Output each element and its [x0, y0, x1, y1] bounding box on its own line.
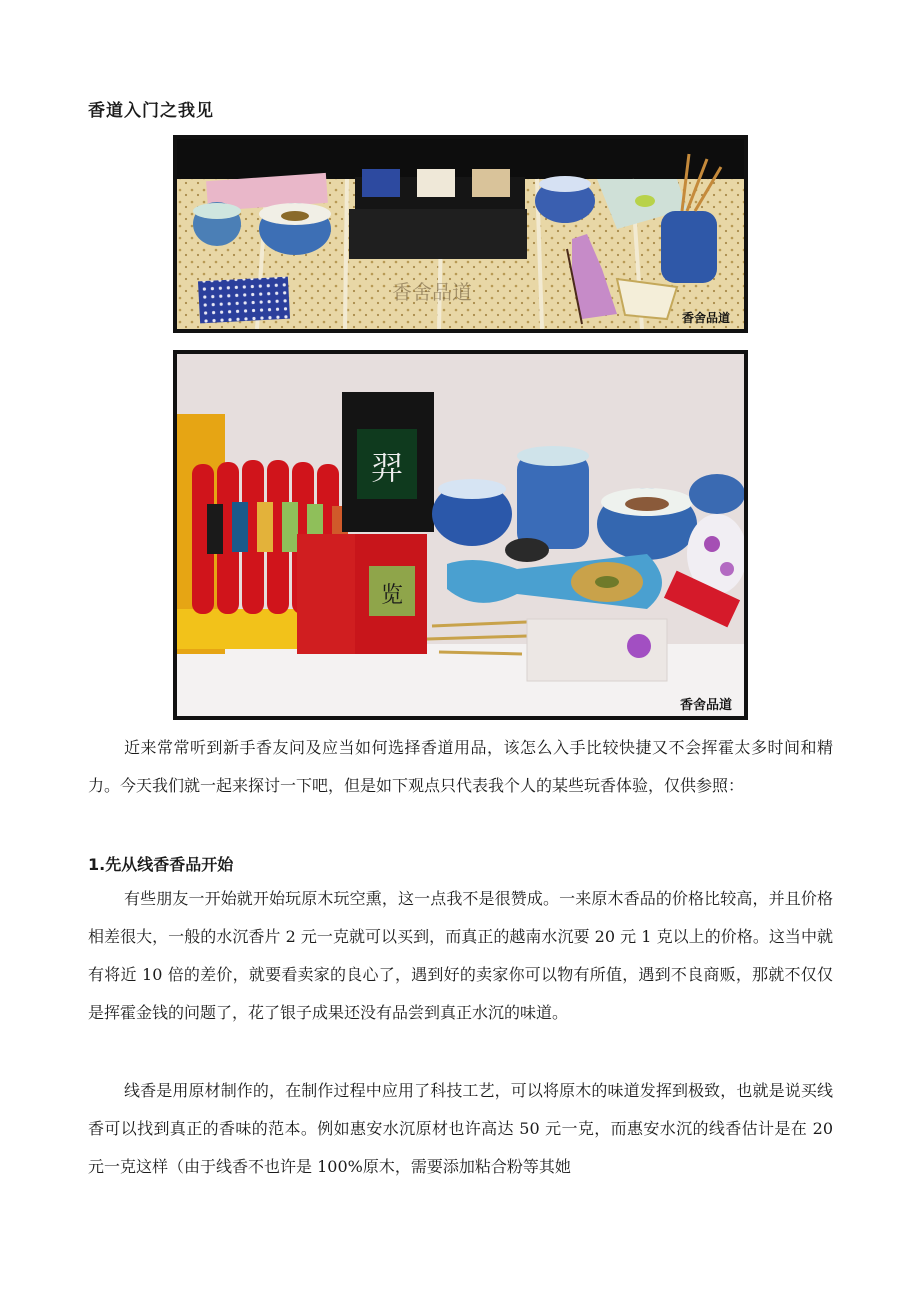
section-paragraph-1: 有些朋友一开始就开始玩原木玩空熏，这一点我不是很赞成。一来原木香品的价格比较高，并且价格相差很大，一般的水沉香片 2 元一克就可以买到，而真正的越南水沉要 20 元 1 克以上的价格。这当中就有将近 10 倍的差价，就要看卖家的良心了，遇到好的卖家你可以物有所值，遇到不良商贩，那就不仅仅是挥霍金钱的问题了，花了银子成果还没有品尝到真正水沉的味道。	[88, 889, 833, 1022]
photo-watermark: 香舍品道	[680, 698, 733, 713]
section-paragraph-2: 线香是用原材制作的，在制作过程中应用了科技工艺，可以将原木的味道发挥到极致，也就是说买线香可以找到真正的香味的范本。例如惠安水沉原材也许高达 50 元一克，而惠安水沉的线香估计是在 20 元一克这样（由于线香不也许是 100%原木，需要添加粘合粉等其她	[88, 1081, 833, 1176]
incense-utensils-photo-1	[173, 135, 748, 333]
center-watermark: 香舍品道	[392, 280, 472, 304]
section-heading: 1.先从线香香品开始	[88, 855, 234, 874]
intro-paragraph: 近来常常听到新手香友问及应当如何选择香道用品，该怎么入手比较快捷又不会挥霍太多时间和精力。今天我们就一起来探讨一下吧，但是如下观点只代表我个人的某些玩香体验，仅供参照：	[88, 738, 833, 795]
incense-box-label: 羿	[370, 449, 404, 487]
incense-utensils-photo-2	[173, 350, 748, 720]
document-title: 香道入门之我见	[88, 101, 214, 121]
photo-watermark: 香舍品道	[682, 311, 731, 325]
small-box-label: 览	[380, 583, 404, 608]
